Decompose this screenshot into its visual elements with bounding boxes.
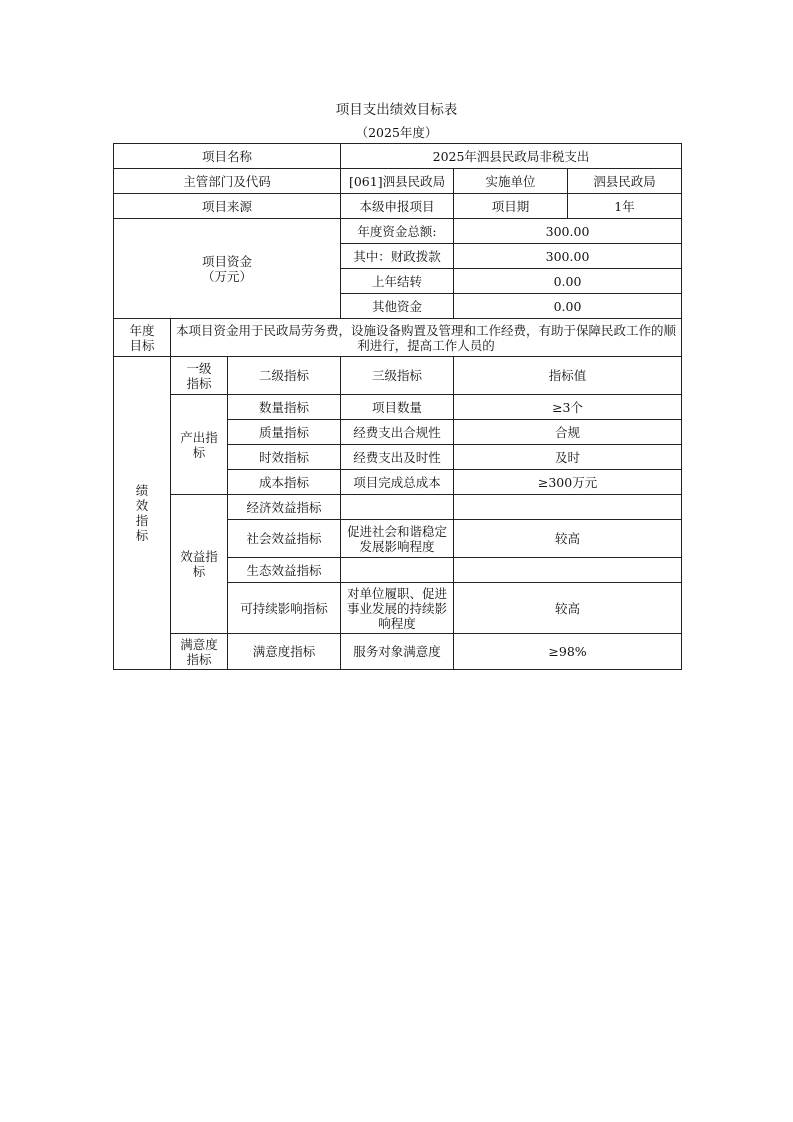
benefit-row	[114, 495, 682, 520]
output-label	[171, 395, 228, 495]
header-level2: 二级指标	[228, 357, 341, 395]
value-cell	[454, 558, 682, 583]
dept-label: 主管部门及代码	[114, 169, 341, 194]
funds-total-row	[114, 219, 682, 244]
dept-value: [061]泗县民政局	[341, 169, 454, 194]
project-name-value: 2025年泗县民政局非税支出	[341, 144, 682, 169]
level3-cell: 项目数量	[341, 395, 454, 420]
value-cell: 较高	[454, 520, 682, 558]
side-char: 效	[135, 498, 149, 513]
value-cell: ≥3个	[454, 395, 682, 420]
value-cell: 合规	[454, 420, 682, 445]
level2-cell: 社会效益指标	[228, 520, 341, 558]
level3-cell	[341, 583, 454, 634]
header-level1	[171, 357, 228, 395]
funds-other-label: 其他资金	[341, 294, 454, 319]
level3-line: 促进社会和谐稳定	[347, 523, 448, 539]
level3-cell: 经费支出及时性	[341, 445, 454, 470]
level3-cell	[341, 520, 454, 558]
satisfaction-label-line1: 满意度	[180, 636, 218, 652]
funds-total-value: 300.00	[454, 219, 682, 244]
side-char: 绩	[135, 483, 149, 498]
benefit-label-line1: 效益指	[180, 549, 218, 564]
funds-total-label: 年度资金总额:	[341, 219, 454, 244]
level2-cell: 数量指标	[228, 395, 341, 420]
output-row	[114, 395, 682, 420]
level3-line: 发展影响程度	[359, 538, 435, 554]
satisfaction-label-line2: 指标	[186, 651, 212, 667]
level3-cell	[341, 495, 454, 520]
level3-cell: 服务对象满意度	[341, 634, 454, 670]
goal-text: 本项目资金用于民政局劳务费，设施设备购置及管理和工作经费，有助于保障民政工作的顺利进行，提高工作人员的	[171, 319, 682, 357]
goal-label-line2: 目标	[129, 337, 155, 353]
goal-row	[114, 319, 682, 357]
funds-carry-value: 0.00	[454, 269, 682, 294]
level2-cell: 成本指标	[228, 470, 341, 495]
indicator-side-label	[114, 357, 171, 670]
source-row	[114, 194, 682, 219]
side-char: 指	[135, 513, 149, 528]
header-value: 指标值	[454, 357, 682, 395]
header-level3: 三级指标	[341, 357, 454, 395]
side-char: 标	[135, 528, 149, 543]
page-title: 项目支出绩效目标表	[335, 102, 458, 118]
level2-cell: 满意度指标	[228, 634, 341, 670]
impl-unit-label: 实施单位	[454, 169, 568, 194]
level3-line: 响程度	[378, 615, 416, 631]
header-level1-line2: 指标	[186, 375, 212, 391]
project-name-row	[114, 144, 682, 169]
satisfaction-row	[114, 634, 682, 670]
level3-line: 对单位履职、促进	[347, 585, 448, 601]
output-label-line1: 产出指	[180, 429, 218, 445]
satisfaction-label	[171, 634, 228, 670]
level2-cell: 生态效益指标	[228, 558, 341, 583]
level2-cell: 时效指标	[228, 445, 341, 470]
output-label-line2: 标	[192, 444, 206, 460]
funds-label-line2: （万元）	[202, 268, 253, 284]
goal-label	[114, 319, 171, 357]
source-label: 项目来源	[114, 194, 341, 219]
period-value: 1年	[568, 194, 682, 219]
dept-row	[114, 169, 682, 194]
level2-cell: 质量指标	[228, 420, 341, 445]
level3-cell: 经费支出合规性	[341, 420, 454, 445]
level2-cell: 经济效益指标	[228, 495, 341, 520]
benefit-label	[171, 495, 228, 634]
performance-table	[113, 143, 682, 670]
level2-cell: 可持续影响指标	[228, 583, 341, 634]
period-label: 项目期	[454, 194, 568, 219]
level3-cell	[341, 558, 454, 583]
value-cell	[454, 495, 682, 520]
project-name-label: 项目名称	[114, 144, 341, 169]
header-level1-line1: 一级	[186, 360, 212, 376]
value-cell: 较高	[454, 583, 682, 634]
value-cell: 及时	[454, 445, 682, 470]
goal-label-line1: 年度	[129, 322, 155, 338]
funds-carry-label: 上年结转	[341, 269, 454, 294]
funds-label-line1: 项目资金	[202, 253, 253, 269]
funds-label	[114, 219, 341, 319]
benefit-label-line2: 标	[192, 564, 206, 579]
page-subtitle: （2025年度）	[355, 125, 438, 140]
level3-line: 事业发展的持续影	[347, 600, 448, 616]
funds-other-value: 0.00	[454, 294, 682, 319]
indicator-header-row	[114, 357, 682, 395]
source-value: 本级申报项目	[341, 194, 454, 219]
impl-unit-value: 泗县民政局	[568, 169, 682, 194]
value-cell: ≥98%	[454, 634, 682, 670]
value-cell: ≥300万元	[454, 470, 682, 495]
level3-cell: 项目完成总成本	[341, 470, 454, 495]
funds-fiscal-value: 300.00	[454, 244, 682, 269]
funds-fiscal-label: 其中：财政拨款	[341, 244, 454, 269]
